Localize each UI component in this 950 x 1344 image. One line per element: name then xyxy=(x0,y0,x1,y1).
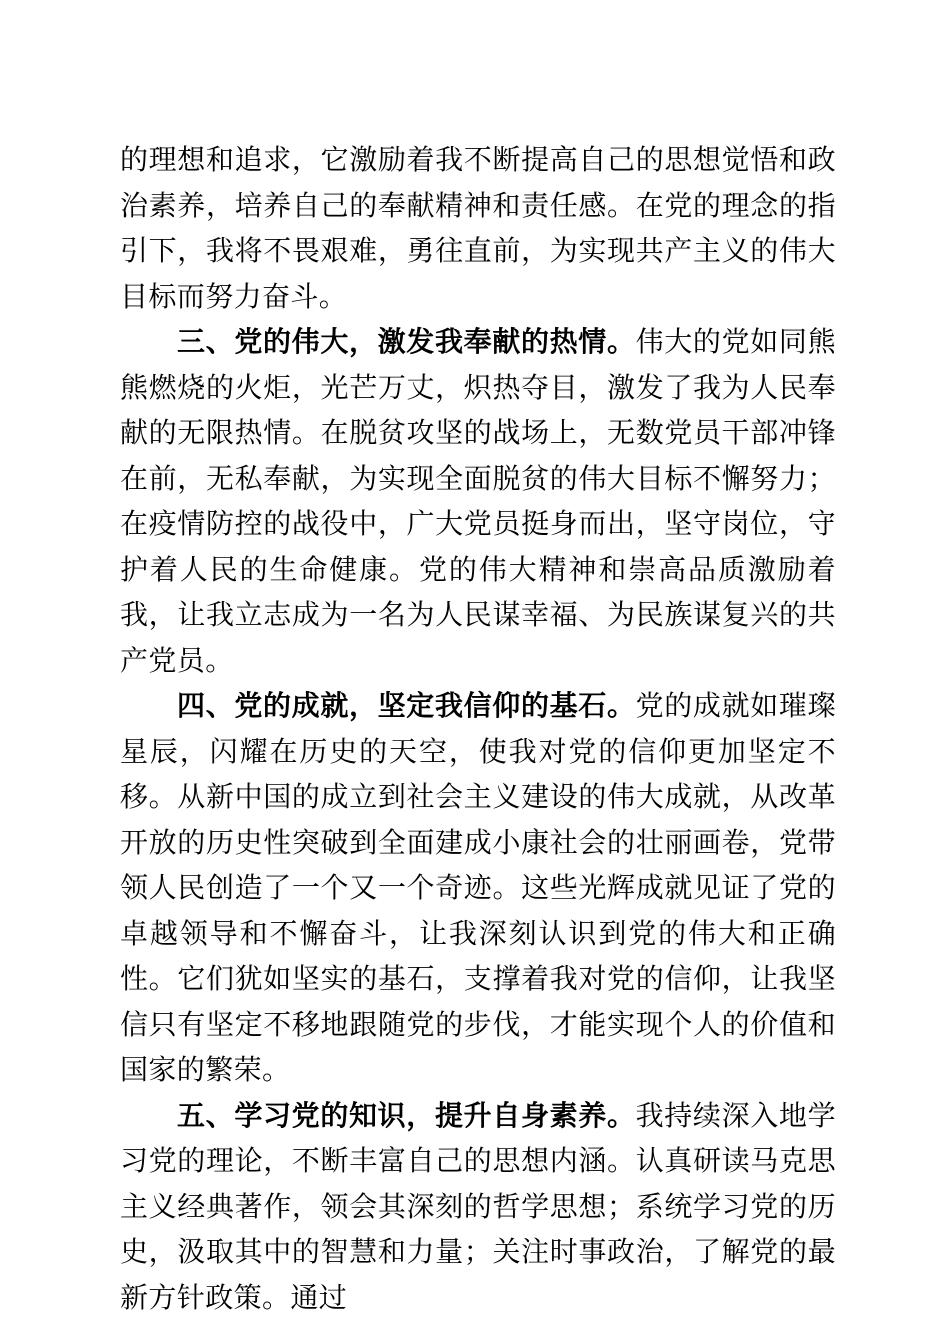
paragraph-section-4 xyxy=(120,683,836,1093)
paragraph-body: 伟大的党如同熊熊燃烧的火炬，光芒万丈，炽热夺目，激发了我为人民奉献的无限热情。在脱贫攻坚的战场上，无数党员干部冲锋在前，无私奉献，为实现全面脱贫的伟大目标不懈努力；在疫情防控的战役中，广大党员挺身而出，坚守岗位，守护着人民的生命健康。党的伟大精神和崇高品质激励着我，让我立志成为一名为人民谋幸福、为民族谋复兴的共产党员。 xyxy=(120,325,836,677)
paragraph-continuation xyxy=(120,137,836,319)
document-page xyxy=(120,137,836,1320)
paragraph-body: 的理想和追求，它激励着我不断提高自己的思想觉悟和政治素养，培养自己的奉献精神和责任感。在党的理念的指引下，我将不畏艰难，勇往直前，为实现共产主义的伟大目标而努力奋斗。 xyxy=(120,143,836,313)
paragraph-section-3 xyxy=(120,319,836,683)
section-heading: 五、学习党的知识，提升自身素养。 xyxy=(177,1098,636,1132)
section-heading: 四、党的成就，坚定我信仰的基石。 xyxy=(177,689,636,722)
paragraph-body: 党的成就如璀璨星辰，闪耀在历史的天空，使我对党的信仰更加坚定不移。从新中国的成立到社会主义建设的伟大成就，从改革开放的历史性突破到全面建成小康社会的壮丽画卷，党带领人民创造了一个又一个奇迹。这些光辉成就见证了党的卓越领导和不懈奋斗，让我深刻认识到党的伟大和正确性。它们犹如坚实的基石，支撑着我对党的信仰，让我坚信只有坚定不移地跟随党的步伐，才能实现个人的价值和国家的繁荣。 xyxy=(120,689,836,1086)
paragraph-section-5 xyxy=(120,1093,836,1321)
paragraph-body: 我持续深入地学习党的理论，不断丰富自己的思想内涵。认真研读马克思主义经典著作，领会其深刻的哲学思想；系统学习党的历史，汲取其中的智慧和力量；关注时事政治，了解党的最新方针政策。通过 xyxy=(120,1098,836,1314)
section-heading: 三、党的伟大，激发我奉献的热情。 xyxy=(177,325,636,358)
